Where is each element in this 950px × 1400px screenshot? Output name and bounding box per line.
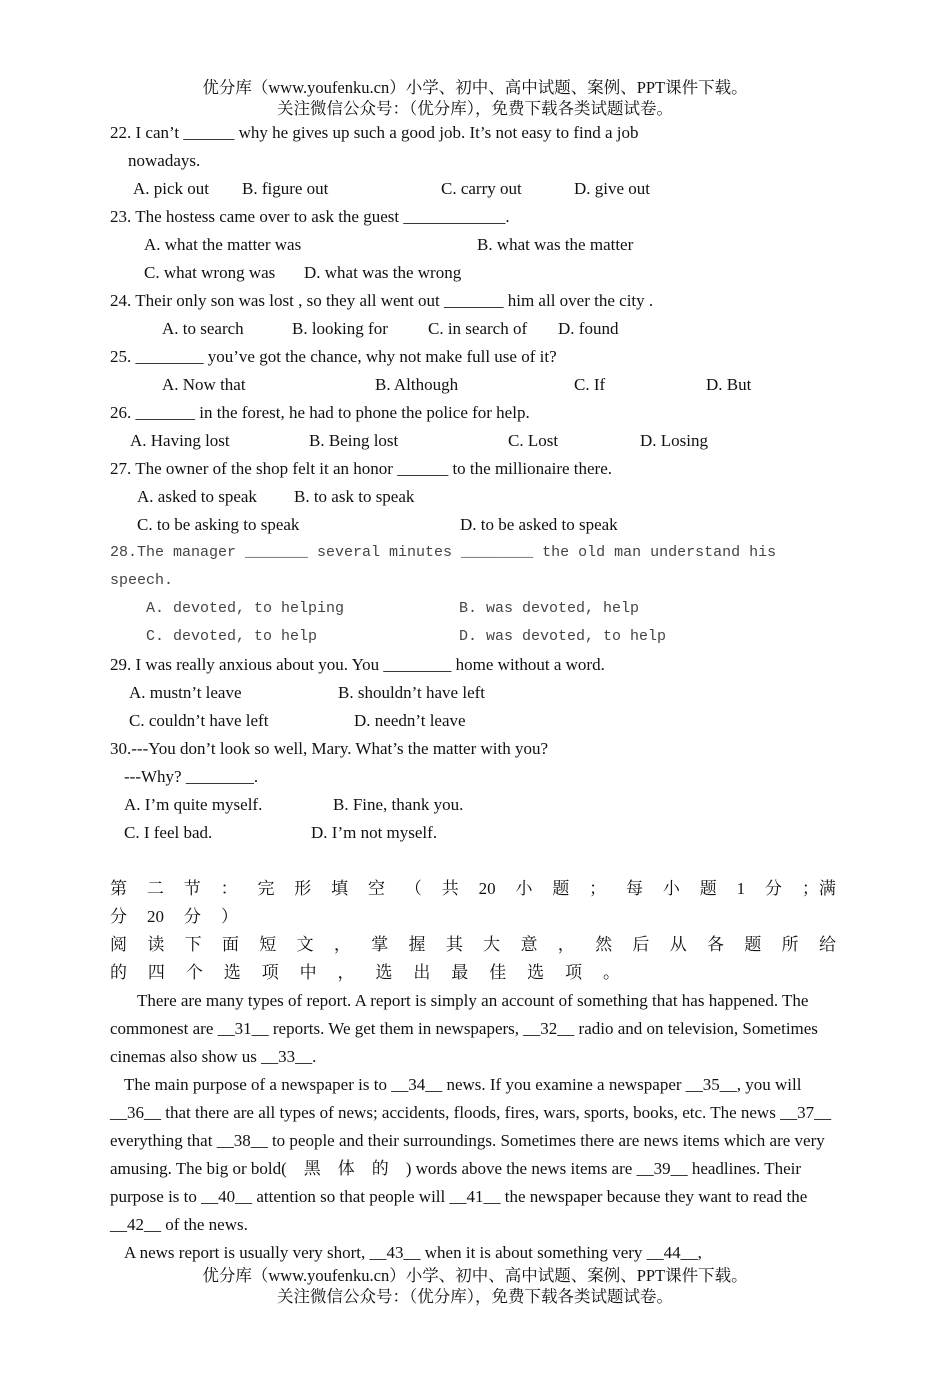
passage-paragraph-2: The main purpose of a newspaper is to __34__ news. If you examine a newspaper __35__, you will __36__ that there are all types of news; accidents, floods, fires, wars, sports, books, etc. The news __37__ everything that __38__ to people and their surroundings. Sometimes there are news items which are very amusing. The big or bold( 黑 体 的 ) words above the news items are __39__ headlines. Their purpose is to __40__ attention so that people will __41__ the newspaper because they want to read the __42__ of the news. xyxy=(110,1075,832,1234)
q29-stem: 29. I was really anxious about you. You ________ home without a word. xyxy=(110,655,605,674)
section2-heading-char: 填 xyxy=(331,879,349,898)
section2-instructions-char: 的 xyxy=(110,963,127,982)
q29-option-d: D. needn’t leave xyxy=(354,711,466,730)
section2-instructions-char: 其 xyxy=(445,935,463,954)
section2-instructions-line1 xyxy=(110,931,836,959)
section2-heading-char: 题 xyxy=(552,879,570,898)
q30-option-a: A. I’m quite myself. xyxy=(124,795,263,814)
q28-option-b: B. was devoted, help xyxy=(459,600,640,617)
q25-option-d: D. But xyxy=(706,375,752,394)
section2-instructions-char: 短 xyxy=(259,935,277,954)
section2-instructions-char: 阅 xyxy=(110,935,127,954)
section2-instructions-char: 下 xyxy=(184,935,202,954)
section2-heading-char: 节 xyxy=(183,879,201,898)
passage-paragraph-3: A news report is usually very short, __43__ when it is about something very __44__, xyxy=(124,1243,702,1262)
q24-option-b: B. looking for xyxy=(292,319,388,338)
section2-instructions-char: ， xyxy=(333,935,351,954)
section2-heading-char: 分 xyxy=(184,907,201,926)
q24-option-c: C. in search of xyxy=(428,319,528,338)
q25-stem: 25. ________ you’ve got the chance, why not make full use of it? xyxy=(110,347,557,366)
q22-option-a: A. pick out xyxy=(133,179,210,198)
section2-heading-char: 空 xyxy=(368,879,386,898)
footer-line-1: 优分库（www.youfenku.cn）小学、初中、高中试题、案例、PPT课件下载。 xyxy=(202,1266,748,1285)
section2-instructions-line2 xyxy=(110,959,620,987)
section2-instructions-char: 选 xyxy=(375,963,393,982)
section2-heading-char: 共 xyxy=(441,879,459,898)
section2-instructions-char: 选 xyxy=(527,963,545,982)
section2-heading-char: ； xyxy=(589,879,607,898)
q27-option-b: B. to ask to speak xyxy=(294,487,415,506)
q26-option-a: A. Having lost xyxy=(130,431,230,450)
section2-heading-char: 分 xyxy=(110,907,127,926)
section2-instructions-char: 面 xyxy=(221,935,239,954)
section2-instructions-char: 四 xyxy=(147,963,165,982)
section2-instructions-char: 佳 xyxy=(489,963,507,982)
section2-instructions-char: 从 xyxy=(669,935,687,954)
section2-heading-line1 xyxy=(110,875,836,903)
section2-heading-char: 20 xyxy=(478,879,496,898)
q27-option-c: C. to be asking to speak xyxy=(137,515,300,534)
q22-option-c: C. carry out xyxy=(441,179,522,198)
q30-option-c: C. I feel bad. xyxy=(124,823,213,842)
q30-stem-cont: ---Why? ________. xyxy=(124,767,259,786)
section2-heading-char: 完 xyxy=(257,879,275,898)
q30-option-d: D. I’m not myself. xyxy=(311,823,438,842)
q27-option-a: A. asked to speak xyxy=(137,487,257,506)
section2-instructions-char: 选 xyxy=(223,963,241,982)
q23-stem: 23. The hostess came over to ask the guest ____________. xyxy=(110,207,510,226)
passage-paragraph-1: There are many types of report. A report is simply an account of something that has happened. The commonest are __31__ reports. We get them in newspapers, __32__ radio and on television, Sometimes cinemas also show us __33__. xyxy=(110,991,818,1066)
section2-instructions-char: 项 xyxy=(261,963,279,982)
section2-instructions-char: 出 xyxy=(413,963,431,982)
q29-option-c: C. couldn’t have left xyxy=(129,711,269,730)
section2-heading-char: 小 xyxy=(662,879,680,898)
section2-heading-char: 二 xyxy=(146,879,164,898)
section2-instructions-char: 中 xyxy=(299,963,317,982)
section2-instructions-char: 然 xyxy=(595,935,613,954)
section2-heading-char: 形 xyxy=(294,879,312,898)
q24-option-d: D. found xyxy=(558,319,619,338)
header-line-2: 关注微信公众号：（优分库），免费下载各类试题试卷。 xyxy=(277,99,673,118)
q24-option-a: A. to search xyxy=(162,319,244,338)
q28-option-a: A. devoted, to helping xyxy=(146,600,345,617)
section2-heading-char: ： xyxy=(220,879,238,898)
section2-instructions-char: 所 xyxy=(781,935,799,954)
q29-option-a: A. mustn’t leave xyxy=(129,683,242,702)
q26-option-b: B. Being lost xyxy=(309,431,399,450)
q25-option-b: B. Although xyxy=(375,375,459,394)
q30-stem: 30.---You don’t look so well, Mary. What’s the matter with you? xyxy=(110,739,549,758)
section2-instructions-char: 意 xyxy=(520,935,538,954)
header-line-1: 优分库（www.youfenku.cn）小学、初中、高中试题、案例、PPT课件下载。 xyxy=(202,78,748,97)
q28-option-d: D. was devoted, to help xyxy=(459,628,667,645)
q29-option-b: B. shouldn’t have left xyxy=(338,683,485,702)
q26-option-d: D. Losing xyxy=(640,431,708,450)
q23-option-b: B. what was the matter xyxy=(477,235,634,254)
section2-heading-char: ） xyxy=(221,907,238,926)
section2-instructions-char: 读 xyxy=(147,935,165,954)
section2-instructions-char: 后 xyxy=(632,935,650,954)
q22-option-d: D. give out xyxy=(574,179,651,198)
section2-instructions-char: 。 xyxy=(602,963,620,982)
section2-instructions-char: 最 xyxy=(451,963,469,982)
q27-stem: 27. The owner of the shop felt it an honor ______ to the millionaire there. xyxy=(110,459,613,478)
q26-stem: 26. _______ in the forest, he had to phone the police for help. xyxy=(110,403,530,422)
section2-heading-char: 题 xyxy=(699,879,717,898)
section2-instructions-char: ， xyxy=(337,963,355,982)
q23-option-a: A. what the matter was xyxy=(144,235,302,254)
footer-line-2: 关注微信公众号：（优分库），免费下载各类试题试卷。 xyxy=(277,1287,673,1306)
section2-heading-char: 小 xyxy=(515,879,533,898)
q23-option-d: D. what was the wrong xyxy=(304,263,462,282)
q25-option-c: C. If xyxy=(574,375,606,394)
q25-option-a: A. Now that xyxy=(162,375,246,394)
section2-heading-line2 xyxy=(110,903,238,931)
section2-instructions-char: ， xyxy=(557,935,575,954)
q22-stem: 22. I can’t ______ why he gives up such a good job. It’s not easy to find a job xyxy=(110,123,639,142)
q22-stem-cont: nowadays. xyxy=(128,151,201,170)
q24-stem: 24. Their only son was lost , so they all went out _______ him all over the city . xyxy=(110,291,654,310)
section2-heading-char: ；满 xyxy=(801,879,836,898)
section2-heading-char: 每 xyxy=(626,879,644,898)
section2-heading-char: 分 xyxy=(764,879,782,898)
q28-option-c: C. devoted, to help xyxy=(146,628,318,645)
section2-instructions-char: 握 xyxy=(408,935,426,954)
section2-instructions-char: 给 xyxy=(818,935,836,954)
q28-stem: 28.The manager _______ several minutes ________ the old man understand his xyxy=(110,544,777,561)
section2-instructions-char: 个 xyxy=(185,963,203,982)
q28-stem-cont: speech. xyxy=(110,572,174,589)
q23-option-c: C. what wrong was xyxy=(144,263,276,282)
q22-option-b: B. figure out xyxy=(242,179,329,198)
q30-option-b: B. Fine, thank you. xyxy=(333,795,464,814)
section2-instructions-char: 各 xyxy=(707,935,724,954)
section2-instructions-char: 大 xyxy=(483,935,501,954)
section2-heading-char: 20 xyxy=(147,907,164,926)
section2-instructions-char: 掌 xyxy=(371,935,389,954)
q27-option-d: D. to be asked to speak xyxy=(460,515,618,534)
section2-heading-char: 第 xyxy=(110,879,127,898)
section2-heading-char: （ xyxy=(404,879,422,898)
section2-instructions-char: 题 xyxy=(744,935,762,954)
section2-instructions-char: 项 xyxy=(565,963,583,982)
q26-option-c: C. Lost xyxy=(508,431,559,450)
section2-instructions-char: 文 xyxy=(296,935,314,954)
section2-heading-char: 1 xyxy=(736,879,746,898)
